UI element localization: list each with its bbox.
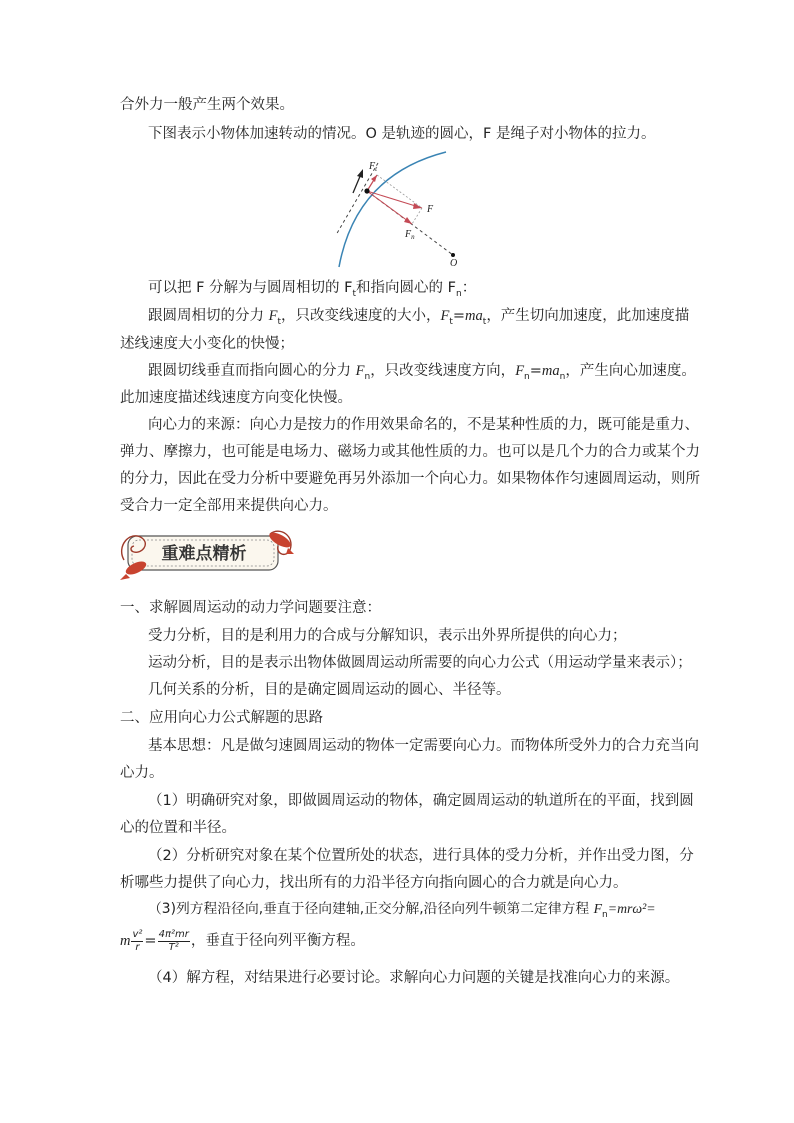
normal-line-2: 此加速度描述线速度方向变化快慢。 [120, 390, 352, 406]
section2-idea-2: 心力。 [120, 765, 164, 781]
label-o: O [450, 258, 458, 269]
section2-step1-b: 心的位置和半径。 [120, 820, 236, 836]
fraction-4pi2mr-t2: $\frac{\text{4π²mr}}{\text{T²}}$ [158, 928, 189, 953]
koi-tail-left [120, 574, 130, 580]
source-line-4: 受合力一定全部用来提供向心力。 [120, 498, 338, 514]
parallelogram-edge [412, 208, 422, 224]
section2-step1-a: （1）明确研究对象，即做圆周运动的物体，确定圆周运动的轨道所在的平面，找到圆 [148, 793, 694, 809]
normal-line-1: 跟圆切线垂直而指向圆心的分力 $F_n$，只改变线速度方向，$F_n=ma_n$，产生向心加速度。 [148, 363, 696, 382]
intro-line-2: 下图表示小物体加速转动的情况。O 是轨迹的圆心，F 是绳子对小物体的拉力。 [148, 126, 656, 142]
section1-point-3: 几何关系的分析，目的是确定圆周运动的圆心、半径等。 [148, 682, 511, 698]
section2-title: 二、应用向心力公式解题的思路 [120, 710, 323, 726]
force-fn-arrowhead [404, 217, 412, 224]
tangent-line-2: 述线速度大小变化的快慢； [120, 336, 294, 352]
decompose-line: 可以把 F 分解为与圆周相切的 $F_t$和指向圆心的 $F_n$： [148, 280, 477, 299]
source-line-2: 弹力、摩擦力，也可能是电场力、磁场力或其他性质的力。也可以是几个力的合力或某个力 [120, 444, 700, 460]
section1-title: 一、求解圆周运动的动力学问题要注意： [120, 600, 381, 616]
intro-line-1: 合外力一般产生两个效果。 [120, 97, 294, 113]
section2-step4: （4）解方程，对结果进行必要讨论。求解向心力问题的关键是找准向心力的来源。 [148, 970, 680, 986]
section-badge [120, 524, 295, 584]
center-point-o [451, 253, 455, 257]
section1-point-2: 运动分析，目的是表示出物体做圆周运动所需要的向心力公式（用运动学量来表示）； [148, 655, 692, 671]
fraction-v2-r: $\frac{\text{v²}}{r}$ [132, 928, 143, 953]
label-f: F [427, 204, 434, 215]
section2-idea-1: 基本思想：凡是做匀速圆周运动的物体一定需要向心力。而物体所受外力的合力充当向 [148, 738, 699, 754]
tangent-line-1: 跟圆周相切的分力 $F_t$，只改变线速度的大小，$F_t=ma_t$，产生切向加速度，此加速度描 [148, 308, 690, 327]
source-line-3: 的分力，因此在受力分析中要避免再另外添加一个向心力。如果物体作匀速圆周运动，则所 [120, 471, 700, 487]
source-line-1: 向心力的来源：向心力是按力的作用效果命名的，不是某种性质的力，既可能是重力、 [148, 417, 699, 433]
badge-title: 重难点精析 [161, 544, 247, 564]
tangent-line [336, 163, 378, 235]
force-fn-vector [367, 191, 412, 224]
section2-step3-b: m $\frac{\text{v²}}{r}$ = $\frac{\text{4π²mr}}{\text{T²}}$ ，垂直于径向列平衡方程。 [120, 928, 365, 953]
force-decomposition-diagram [330, 145, 470, 270]
object-point [364, 188, 369, 193]
section1-point-1: 受力分析，目的是利用力的合成与分解知识，表示出外界所提供的向心力； [148, 628, 627, 644]
force-ft-arrowhead [371, 175, 377, 182]
label-ft: $F_t$ [369, 161, 378, 173]
section2-step2-a: （2）分析研究对象在某个位置所处的状态，进行具体的受力分析，并作出受力图，分 [148, 848, 694, 864]
velocity-arrowhead [357, 169, 363, 178]
force-f-arrowhead [413, 203, 422, 209]
section2-step3-a: （3)列方程沿径向,垂直于径向建轴,正交分解,沿径向列牛顿第二定律方程 $F_n=mr\omega^2=$ [148, 901, 656, 920]
section2-step2-b: 析哪些力提供了向心力，找出所有的力沿半径方向指向圆心的合力就是向心力。 [120, 875, 628, 891]
label-fn: $F_n$ [405, 229, 415, 241]
